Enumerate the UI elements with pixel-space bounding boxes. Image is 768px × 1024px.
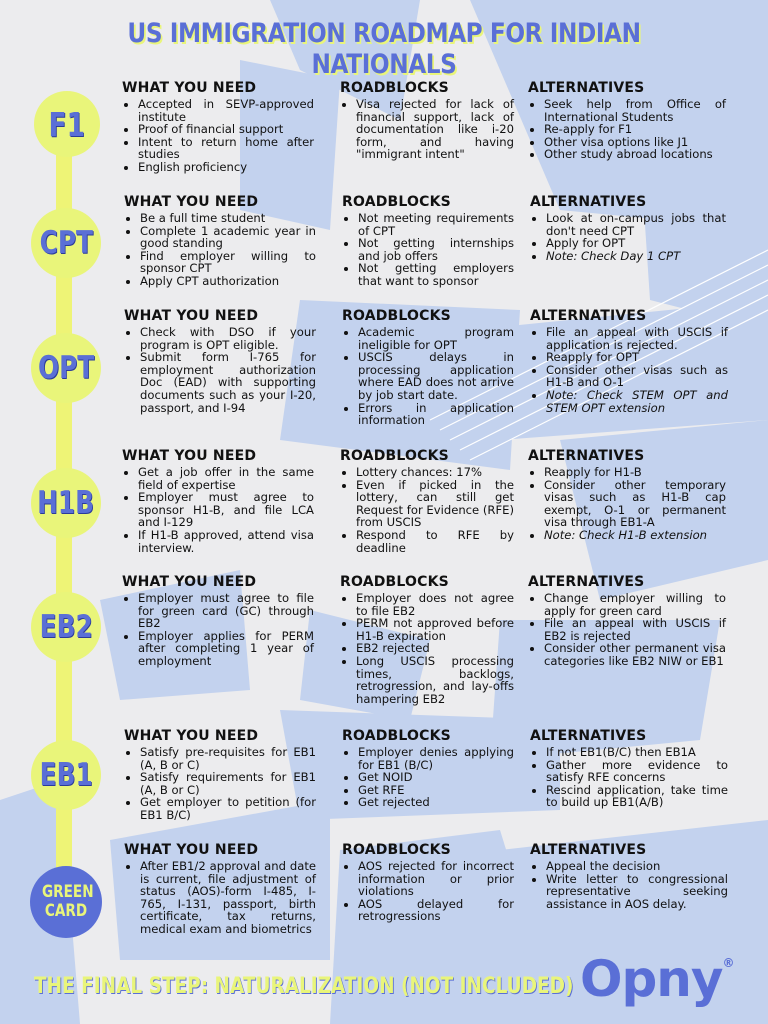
list-item: • Errors in application information — [358, 402, 514, 427]
stage-cpt-marker: CPT — [31, 208, 101, 278]
list-item: • Satisfy requirements for EB1 (A, B or C) — [140, 771, 316, 796]
list-item: • Employer must agree to sponsor H1-B, and file LCA and I-129 — [138, 491, 314, 529]
list-item: • AOS delayed for retrogressions — [358, 898, 514, 923]
alternatives-heading: ALTERNATIVES — [528, 80, 645, 96]
list-item: • Submit form I-765 for employment authorization Doc (EAD) with supporting documents such as your I-20, passport, and I-94 — [140, 351, 316, 414]
need-heading: WHAT YOU NEED — [122, 574, 257, 590]
opt-roadblocks-column — [342, 308, 514, 427]
stage-eb1-marker: EB1 — [31, 740, 101, 810]
alternatives-heading: ALTERNATIVES — [530, 842, 647, 858]
h1b-alternatives-column — [528, 448, 726, 542]
list-item: • Not meeting requirements of CPT — [358, 212, 514, 237]
stage-green-card-marker: GREEN CARD — [30, 866, 102, 938]
list-item: • Change employer willing to apply for green card — [544, 592, 726, 617]
list-item: • File an appeal with USCIS if application is rejected. — [546, 326, 728, 351]
eb2-need-column — [122, 574, 314, 668]
list-item: • Accepted in SEVP-approved institute — [138, 98, 314, 123]
cpt-alternatives-column — [530, 194, 726, 262]
cpt-roadblocks-column — [342, 194, 514, 288]
need-heading: WHAT YOU NEED — [122, 448, 257, 464]
alternatives-heading: ALTERNATIVES — [528, 448, 645, 464]
list-item: • If H1-B approved, attend visa interview. — [138, 529, 314, 554]
opt-alternatives-column — [530, 308, 728, 414]
list-item: • Reapply for H1-B — [544, 466, 726, 479]
list-item: • Proof of financial support — [138, 123, 314, 136]
list-item: • Academic program ineligible for OPT — [358, 326, 514, 351]
f1-roadblocks-column — [340, 80, 514, 161]
list-item: • Be a full time student — [140, 212, 316, 225]
list-item: • Write letter to congressional representative seeking assistance in AOS delay. — [546, 873, 728, 911]
list-item: • Employer denies applying for EB1 (B/C) — [358, 746, 514, 771]
list-item: • Visa rejected for lack of financial support, lack of documentation like i-20 form, and having "immigrant intent" — [356, 98, 514, 161]
list-item: • Not getting employers that want to sponsor — [358, 262, 514, 287]
registered-mark: ® — [722, 956, 734, 970]
list-item: • Apply for OPT — [546, 237, 726, 250]
list-item: • Consider other visas such as H1-B and O-1 — [546, 364, 728, 389]
eb2-alternatives-column — [528, 574, 726, 668]
roadblocks-heading: ROADBLOCKS — [340, 80, 449, 96]
list-item: • Find employer willing to sponsor CPT — [140, 250, 316, 275]
roadblocks-heading: ROADBLOCKS — [340, 448, 449, 464]
list-item: • Consider other permanent visa categories like EB2 NIW or EB1 — [544, 642, 726, 667]
f1-need-column — [122, 80, 314, 174]
list-item: • Apply CPT authorization — [140, 275, 316, 288]
list-item: • If not EB1(B/C) then EB1A — [546, 746, 728, 759]
list-item: • Note: Check Day 1 CPT — [546, 250, 726, 263]
list-item: • Gather more evidence to satisfy RFE concerns — [546, 759, 728, 784]
list-item: • Note: Check STEM OPT and STEM OPT extension — [546, 389, 728, 414]
roadblocks-heading: ROADBLOCKS — [342, 728, 451, 744]
list-item: • Other study abroad locations — [544, 148, 726, 161]
alternatives-heading: ALTERNATIVES — [530, 308, 647, 324]
roadblocks-heading: ROADBLOCKS — [342, 194, 451, 210]
list-item: • Check with DSO if your program is OPT eligible. — [140, 326, 316, 351]
eb1-need-column — [124, 728, 316, 822]
stage-eb2-marker: EB2 — [31, 592, 101, 662]
list-item: • Even if picked in the lottery, can still get Request for Evidence (RFE) from USCIS — [356, 479, 514, 529]
roadblocks-heading: ROADBLOCKS — [340, 574, 449, 590]
eb1-roadblocks-column — [342, 728, 514, 809]
logo-text: Opny — [580, 950, 723, 1008]
list-item: • Note: Check H1-B extension — [544, 529, 726, 542]
list-item: • Employer does not agree to file EB2 — [356, 592, 514, 617]
h1b-roadblocks-column — [340, 448, 514, 554]
list-item: • Complete 1 academic year in good standing — [140, 225, 316, 250]
eb2-roadblocks-column — [340, 574, 514, 705]
list-item: • Rescind application, take time to build up EB1(A/B) — [546, 784, 728, 809]
list-item: • AOS rejected for incorrect information or prior violations — [358, 860, 514, 898]
page-title: US IMMIGRATION ROADMAP FOR INDIAN NATIONALS — [127, 18, 641, 80]
list-item: • Long USCIS processing times, backlogs, retrogression, and lay-offs hampering EB2 — [356, 655, 514, 705]
list-item: • Look at on-campus jobs that don't need CPT — [546, 212, 726, 237]
list-item: • Reapply for OPT — [546, 351, 728, 364]
list-item: • Re-apply for F1 — [544, 123, 726, 136]
roadblocks-heading: ROADBLOCKS — [342, 308, 451, 324]
stage-h1b-marker: H1B — [31, 468, 101, 538]
list-item: • Consider other temporary visas such as H1-B cap exempt, O-1 or permanent visa through EB1-A — [544, 479, 726, 529]
list-item: • Seek help from Office of International Students — [544, 98, 726, 123]
eb1-alternatives-column — [530, 728, 728, 809]
list-item: • Not getting internships and job offers — [358, 237, 514, 262]
list-item: • Other visa options like J1 — [544, 136, 726, 149]
roadblocks-heading: ROADBLOCKS — [342, 842, 451, 858]
list-item: • PERM not approved before H1-B expiration — [356, 617, 514, 642]
list-item: • Appeal the decision — [546, 860, 728, 873]
list-item: • Employer must agree to file for green card (GC) through EB2 — [138, 592, 314, 630]
list-item: • English proficiency — [138, 161, 314, 174]
opny-logo — [580, 950, 733, 1008]
alternatives-heading: ALTERNATIVES — [530, 728, 647, 744]
alternatives-heading: ALTERNATIVES — [528, 574, 645, 590]
list-item: • Satisfy pre-requisites for EB1 (A, B or C) — [140, 746, 316, 771]
list-item: • Get rejected — [358, 796, 514, 809]
cpt-need-column — [124, 194, 316, 288]
list-item: • Get RFE — [358, 784, 514, 797]
need-heading: WHAT YOU NEED — [124, 842, 259, 858]
list-item: • After EB1/2 approval and date is current, file adjustment of status (AOS)-form I-485, I-765, I-131, passport, birth certificate, tax returns, medical exam and biometrics — [140, 860, 316, 936]
list-item: • Intent to return home after studies — [138, 136, 314, 161]
list-item: • Respond to RFE by deadline — [356, 529, 514, 554]
need-heading: WHAT YOU NEED — [122, 80, 257, 96]
need-heading: WHAT YOU NEED — [124, 308, 259, 324]
green-card-need-column — [124, 842, 316, 936]
alternatives-heading: ALTERNATIVES — [530, 194, 647, 210]
list-item: • Lottery chances: 17% — [356, 466, 514, 479]
list-item: • Get NOID — [358, 771, 514, 784]
list-item: • Employer applies for PERM after completing 1 year of employment — [138, 630, 314, 668]
need-heading: WHAT YOU NEED — [124, 194, 259, 210]
green-card-roadblocks-column — [342, 842, 514, 923]
f1-alternatives-column — [528, 80, 726, 161]
h1b-need-column — [122, 448, 314, 554]
list-item: • Get employer to petition (for EB1 B/C) — [140, 796, 316, 821]
opt-need-column — [124, 308, 316, 414]
need-heading: WHAT YOU NEED — [124, 728, 259, 744]
list-item: • USCIS delays in processing application where EAD does not arrive by job start date. — [358, 351, 514, 401]
stage-f1-marker: F1 — [34, 91, 100, 157]
list-item: • File an appeal with USCIS if EB2 is rejected — [544, 617, 726, 642]
final-step-footer: THE FINAL STEP: NATURALIZATION (NOT INCLUDED) — [34, 974, 574, 999]
green-card-alternatives-column — [530, 842, 728, 910]
list-item: • Get a job offer in the same field of expertise — [138, 466, 314, 491]
stage-opt-marker: OPT — [31, 333, 101, 403]
list-item: • EB2 rejected — [356, 642, 514, 655]
